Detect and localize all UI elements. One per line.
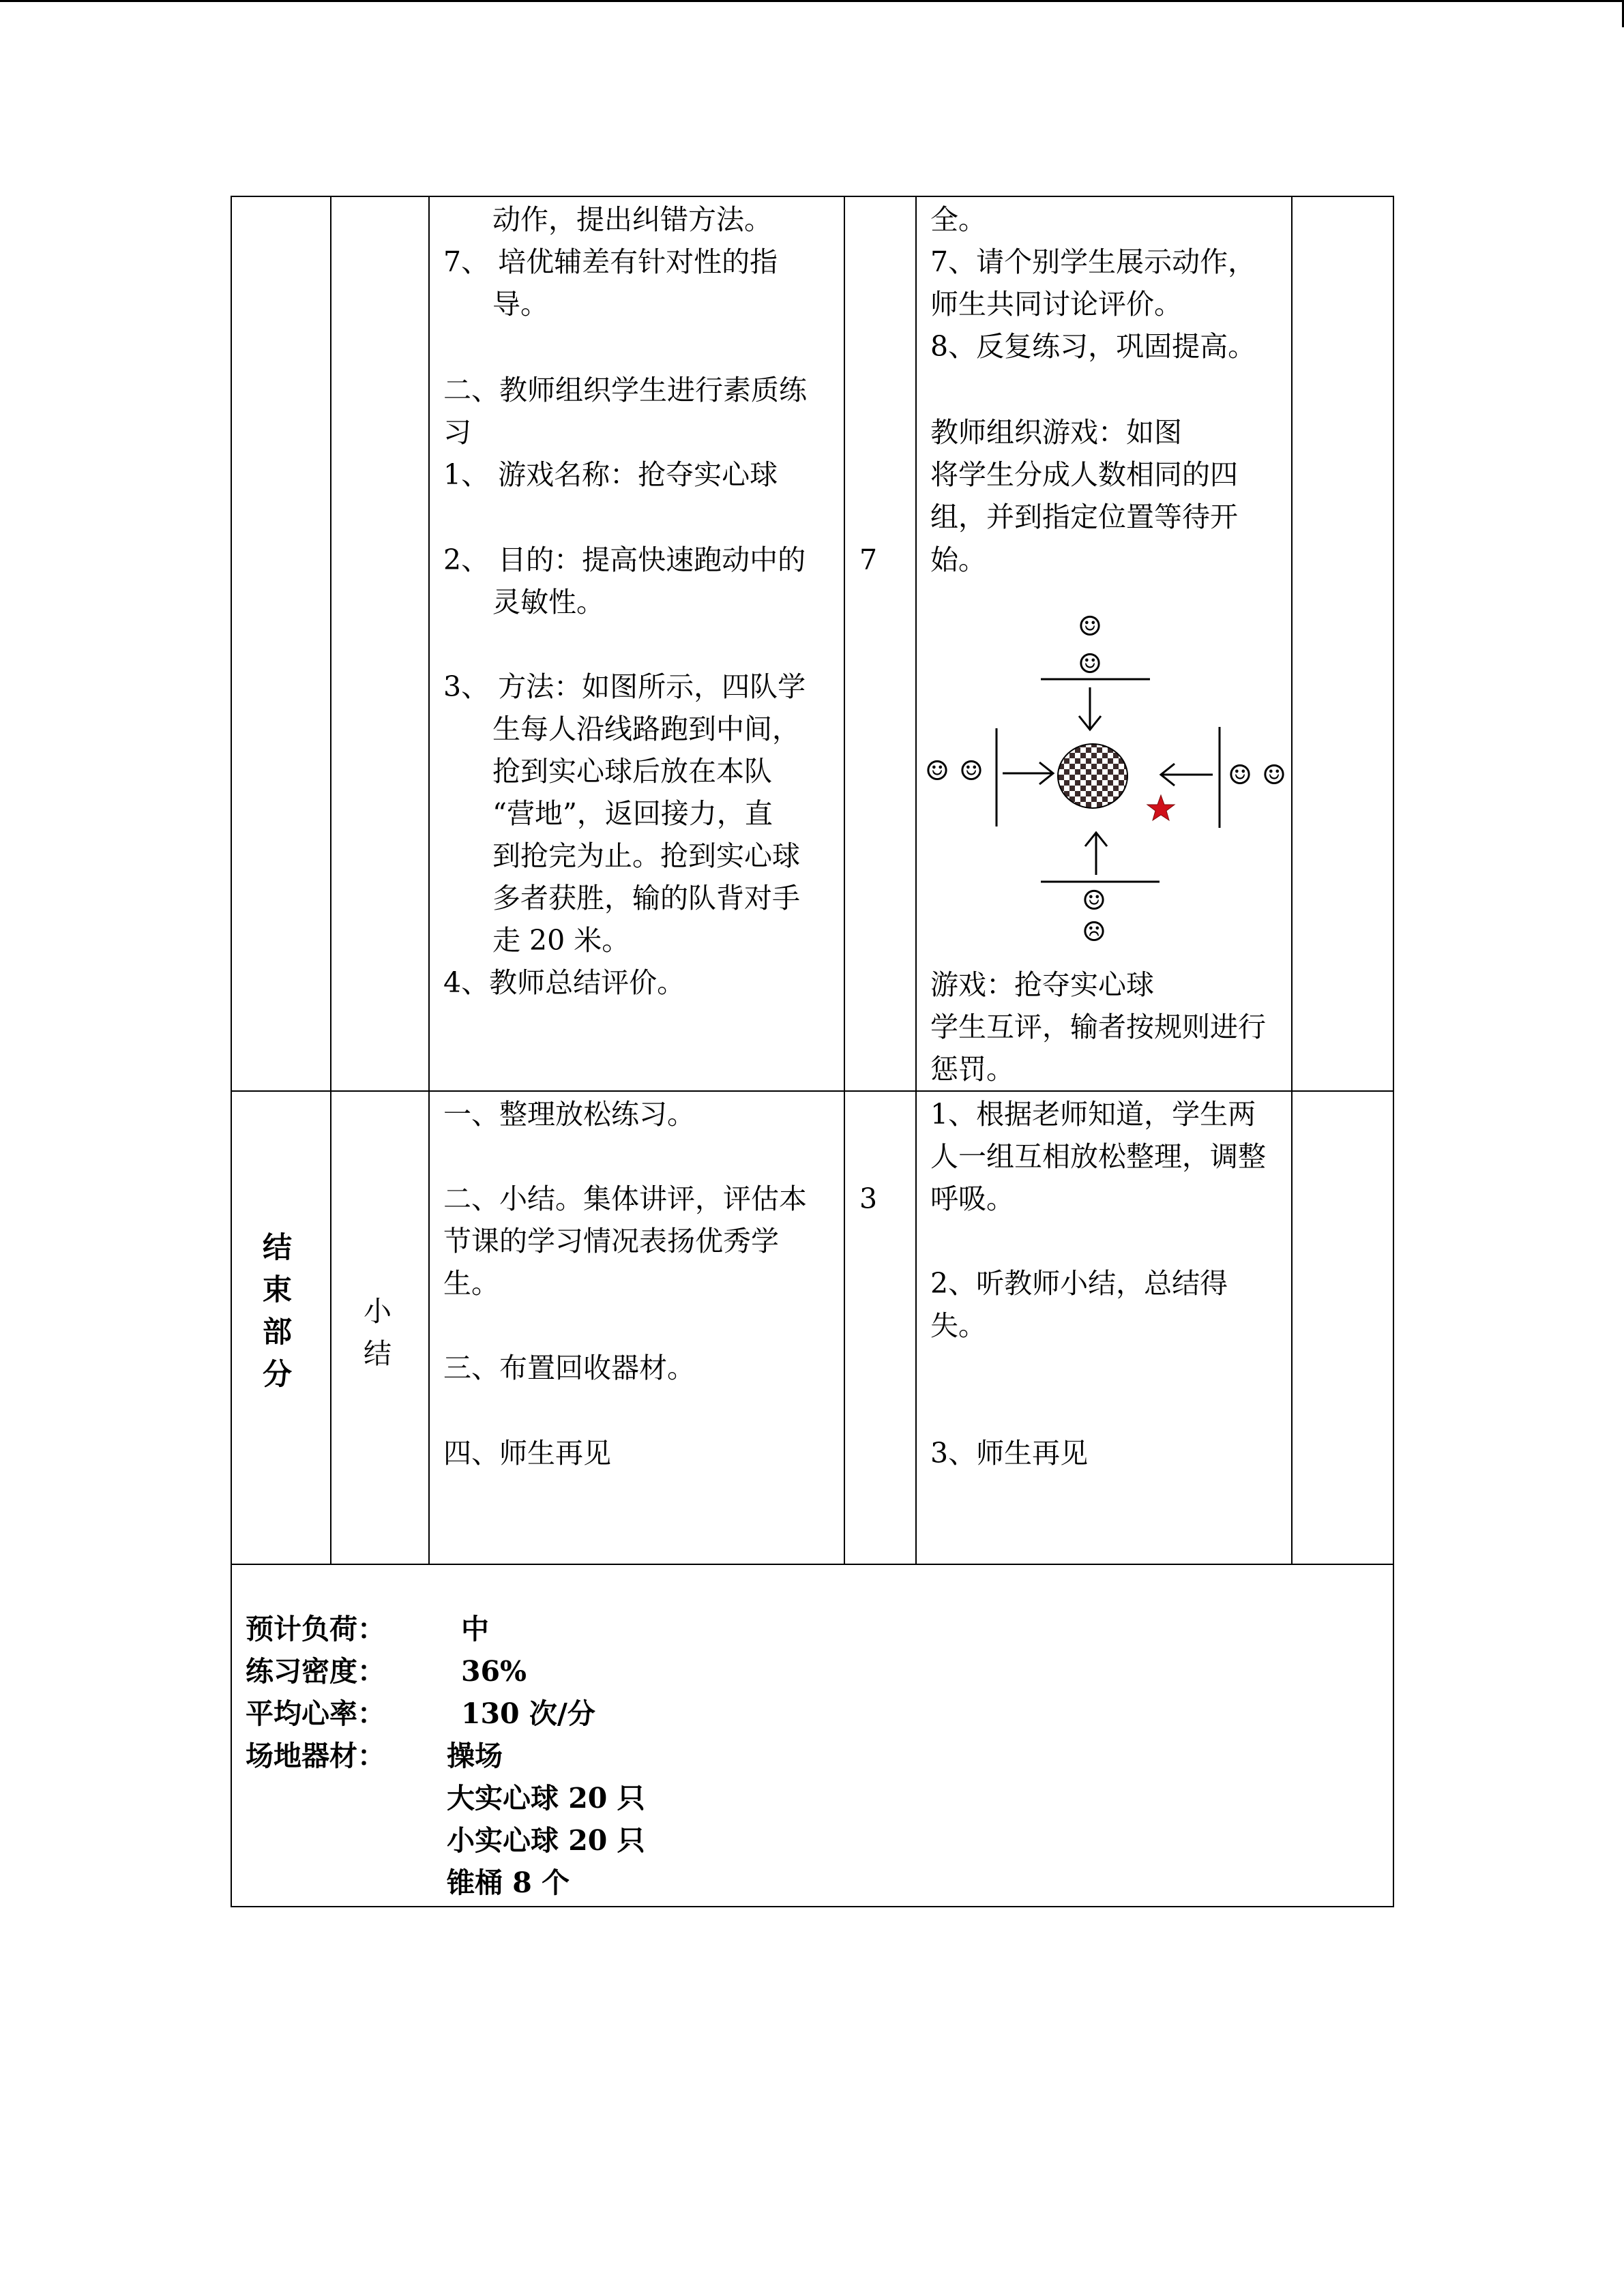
content-line: 节课的学习情况表扬优秀学 — [443, 1225, 779, 1257]
org-line: 教师组织游戏：如图 — [930, 416, 1182, 449]
org-line: 8、反复练习，巩固提高。 — [930, 330, 1256, 363]
content-line: 走 20 米。 — [492, 924, 630, 957]
density-value: 36% — [461, 1655, 527, 1688]
equipment-label: 场地器材： — [246, 1740, 385, 1772]
face-icon: ☺ — [1228, 760, 1252, 791]
org-line: 呼吸。 — [930, 1182, 1014, 1215]
content-line: 4、教师总结评价。 — [443, 966, 685, 999]
equipment-item: 操场 — [447, 1740, 503, 1772]
time-value: 7 — [859, 543, 878, 576]
load-label: 预计负荷： — [246, 1613, 385, 1645]
section-name-char: 部 — [263, 1315, 292, 1350]
table-left-border — [231, 196, 232, 1907]
content-line: 一、整理放松练习。 — [443, 1098, 695, 1131]
content-line: 多者获胜，输的队背对手 — [492, 882, 800, 914]
org-line: 始。 — [930, 543, 986, 576]
subsection-char: 结 — [364, 1337, 392, 1370]
content-line: “营地”，返回接力，直 — [492, 797, 773, 830]
content-line: 动作，提出纠错方法。 — [492, 203, 772, 236]
load-value: 中 — [461, 1613, 489, 1645]
org-line: 将学生分成人数相同的四 — [930, 458, 1238, 491]
face-icon: ☺ — [925, 756, 949, 787]
heart-rate-label: 平均心率： — [246, 1697, 385, 1730]
face-icon: ☺ — [1078, 648, 1102, 680]
org-line: 1、根据老师知道，学生两 — [930, 1098, 1256, 1131]
caption-line: 惩罚。 — [930, 1053, 1014, 1086]
page-top-border — [0, 0, 1624, 2]
content-line: 习 — [443, 416, 471, 449]
content-line: 2、 目的：提高快速跑动中的 — [443, 543, 806, 576]
org-line: 3、师生再见 — [930, 1437, 1089, 1470]
caption-line: 游戏：抢夺实心球 — [930, 968, 1154, 1001]
column-divider-1 — [330, 196, 331, 1565]
medicine-ball-icon — [1058, 744, 1127, 808]
column-divider-3 — [844, 196, 845, 1565]
org-line: 师生共同讨论评价。 — [930, 288, 1182, 320]
content-line: 二、教师组织学生进行素质练 — [443, 374, 807, 406]
org-line: 人一组互相放松整理，调整 — [930, 1140, 1266, 1173]
equipment-item: 大实心球 20 只 — [447, 1782, 645, 1815]
content-line: 四、师生再见 — [443, 1437, 611, 1470]
equipment-item: 小实心球 20 只 — [447, 1824, 645, 1857]
content-line: 7、 培优辅差有针对性的指 — [443, 245, 778, 278]
face-icon: ☺ — [1262, 760, 1286, 791]
org-line: 全。 — [930, 203, 986, 236]
content-line: 1、 游戏名称：抢夺实心球 — [443, 458, 778, 491]
caption-line: 学生互评，输者按规则进行 — [930, 1011, 1266, 1043]
table-top-border — [231, 196, 1394, 197]
org-line: 2、听教师小结，总结得 — [930, 1267, 1228, 1300]
time-value: 3 — [859, 1182, 878, 1215]
content-line: 3、 方法：如图所示，四队学 — [443, 670, 806, 703]
section-name-char: 结 — [263, 1231, 292, 1265]
sad-face-icon: ☹ — [1082, 916, 1106, 948]
row-divider — [231, 1090, 1394, 1092]
equipment-item: 锥桶 8 个 — [447, 1866, 570, 1899]
content-line: 三、布置回收器材。 — [443, 1352, 695, 1384]
content-line: 生。 — [443, 1267, 499, 1300]
table-right-border — [1393, 196, 1394, 1907]
subsection-char: 小 — [364, 1295, 392, 1328]
content-line: 抢到实心球后放在本队 — [492, 755, 772, 788]
face-icon: ☺ — [1078, 611, 1102, 642]
content-line: 导。 — [492, 288, 548, 320]
section-name-char: 束 — [263, 1273, 292, 1307]
face-icon: ☺ — [959, 756, 984, 787]
column-divider-5 — [1291, 196, 1293, 1565]
face-icon: ☺ — [1082, 885, 1106, 916]
content-line: 灵敏性。 — [492, 586, 604, 618]
org-line: 组，并到指定位置等待开 — [930, 501, 1238, 533]
section-name-char: 分 — [263, 1358, 292, 1392]
column-divider-4 — [915, 196, 917, 1565]
density-label: 练习密度： — [246, 1655, 385, 1688]
content-line: 到抢完为止。抢到实心球 — [492, 839, 800, 872]
table-bottom-border — [231, 1906, 1394, 1907]
star-icon — [1147, 795, 1175, 820]
org-line: 失。 — [930, 1309, 986, 1342]
content-line: 二、小结。集体讲评，评估本 — [443, 1182, 807, 1215]
content-line: 生每人沿线路跑到中间， — [492, 713, 800, 745]
column-divider-2 — [428, 196, 430, 1565]
heart-rate-value: 130 次/分 — [461, 1697, 595, 1730]
org-line: 7、请个别学生展示动作， — [930, 245, 1256, 278]
row-divider-2 — [231, 1564, 1394, 1565]
